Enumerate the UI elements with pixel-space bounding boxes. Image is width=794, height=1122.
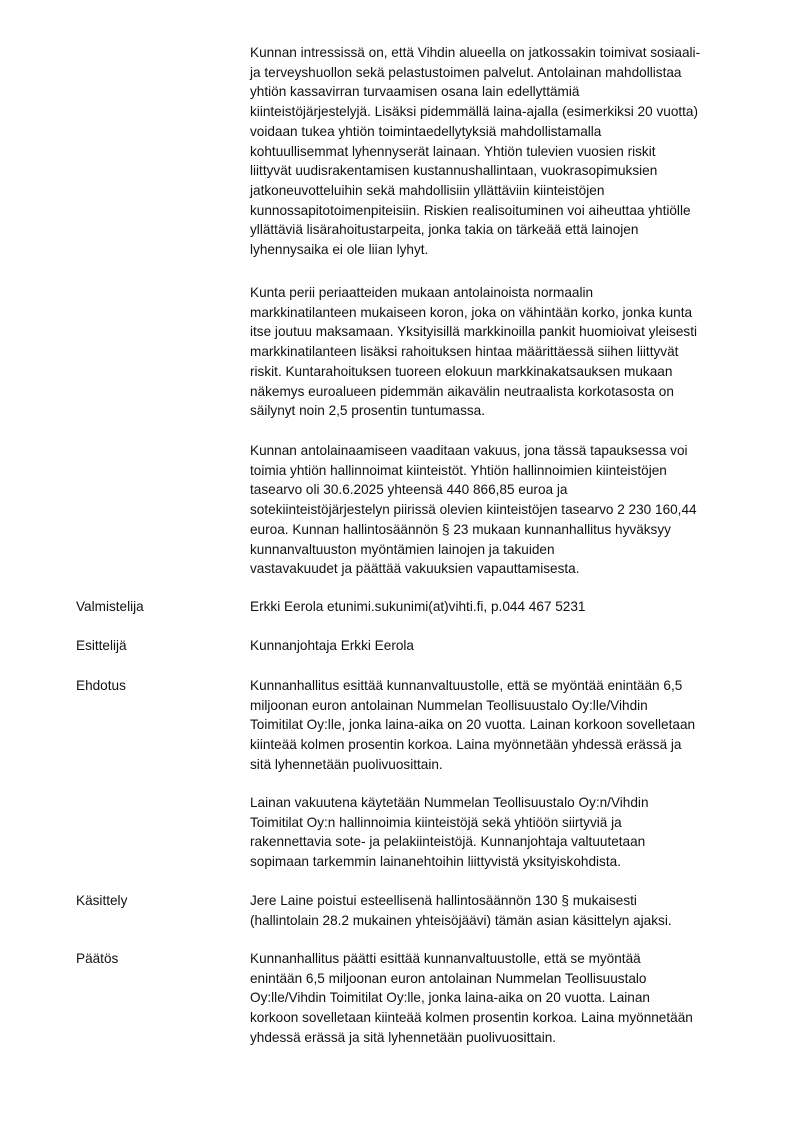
text-line: sopimaan tarkemmin lainanehtoihin liittyvistä yksityiskohdista. [250,854,621,870]
text-line: yhtiön kassavirran turvaamisen osana lain edellyttämiä [250,84,580,100]
text-line: Oy:lle/Vihdin Toimitilat Oy:lle, jonka laina-aika on 20 vuotta. Lainan [250,990,650,1006]
valmistelija-label: Valmistelija [76,599,144,614]
ehdotus-paragraph-1 [250,676,750,775]
text-line: ja terveyshuollon sekä pelastustoimen palvelut. Antolainan mahdollistaa [250,64,682,80]
text-line: korkoon sovelletaan kiinteää kolmen prosentin korkoa. Laina myönnetään [250,1010,693,1026]
text-line: toimia yhtiön hallinnoimat kiinteistöt. Yhtiön hallinnoimien kiinteistöjen [250,462,667,478]
text-line: euroa. Kunnan hallintosäännön § 23 mukaan kunnanhallitus hyväksyy [250,521,671,537]
text-line: rakennettavia sote- ja pelakiinteistöjä. Kunnanjohtaja valtuutetaan [250,834,646,850]
valmistelija-text [250,597,750,617]
text-line: markkinatilanteen lisäksi rahoituksen hintaa määrittäessä siihen liittyvät [250,344,679,360]
text-line: jatkoneuvotteluihin sekä mahdollisiin yllättäviin kiinteistöjen [250,182,605,198]
text-line: voidaan tukea yhtiön toimintaedellytyksiä mahdollistamalla [250,123,602,139]
intro-paragraph-1 [250,43,750,260]
intro-paragraph-2 [250,283,750,421]
text-line: Kunnanhallitus esittää kunnanvaltuustolle, että se myöntää enintään 6,5 [250,678,683,693]
text-line: Lainan vakuutena käytetään Nummelan Teollisuustalo Oy:n/Vihdin [250,795,649,810]
text-line: sotekiinteistöjärjestelyn piirissä olevien kiinteistöjen tasearvo 2 230 160,44 [250,502,697,518]
kasittely-text [250,891,750,930]
text-line: yllättäviä lisärahoitustarpeita, jonka takia on tärkeää että lainojen [250,222,639,238]
text-line: Kunnan intressissä on, että Vihdin alueella on jatkossakin toimivat sosiaali- [250,45,701,60]
text-line: Toimitilat Oy:lle, jonka laina-aika on 20 vuotta. Lainan korkoon sovelletaan [250,717,696,733]
text-line: tasearvo oli 30.6.2025 yhteensä 440 866,85 euroa ja [250,482,568,498]
text-line: Kunnanjohtaja Erkki Eerola [250,638,414,653]
text-line: kohtuullisemmat lyhennyserät lainaan. Yhtiön tulevien vuosien riskit [250,143,656,159]
text-line: kunnossapitotoimenpiteisiin. Riskien realisoituminen voi aiheuttaa yhtiölle [250,202,691,218]
text-line: kunnanvaltuuston myöntämien lainojen ja takuiden [250,541,555,557]
text-line: Kunnanhallitus päätti esittää kunnanvaltuustolle, että se myöntää [250,951,641,966]
text-line: riskit. Kuntarahoituksen tuoreen elokuun markkinakatsauksen mukaan [250,363,673,379]
esittelija-label: Esittelijä [76,638,127,653]
text-line: enintään 6,5 miljoonan euron antolainan Nummelan Teollisuustalo [250,970,647,986]
text-line: Toimitilat Oy:n hallinnoimia kiinteistöjä sekä yhtiöön siirtyviä ja [250,814,622,830]
text-line: Erkki Eerola etunimi.sukunimi(at)vihti.fi, p.044 467 5231 [250,599,586,614]
text-line: (hallintolain 28.2 mukainen yhteisöjäävi) tämän asian käsittelyn ajaksi. [250,912,672,928]
ehdotus-label: Ehdotus [76,678,126,693]
text-line: markkinatilanteen mukaiseen koron, joka on vähintään korko, jonka kunta [250,304,693,320]
esittelija-text [250,636,750,656]
intro-paragraph-3 [250,441,750,579]
paatos-text [250,949,750,1048]
text-line: Jere Laine poistui esteellisenä hallintosäännön 130 § mukaisesti [250,893,637,908]
text-line: sitä lyhennetään puolivuosittain. [250,756,443,772]
text-line: vastavakuudet ja päättää vakuuksien vapauttamisesta. [250,561,580,577]
text-line: itse joutuu maksamaan. Yksityisillä markkinoilla pankit huomioivat yleisesti [250,324,698,340]
text-line: miljoonan euron antolainan Nummelan Teollisuustalo Oy:lle/Vihdin [250,697,648,713]
paatos-label: Päätös [76,951,119,966]
text-line: Kunnan antolainaamiseen vaaditaan vakuus, jona tässä tapauksessa voi [250,443,688,458]
text-line: kiinteää kolmen prosentin korkoa. Laina myönnetään yhdessä erässä ja [250,737,682,753]
text-line: Kunta perii periaatteiden mukaan antolainoista normaalin [250,285,594,300]
ehdotus-paragraph-2 [250,793,750,872]
text-line: kiinteistöjärjestelyjä. Lisäksi pidemmällä laina-ajalla (esimerkiksi 20 vuotta) [250,104,699,120]
text-line: liittyvät uudisrakentamisen kustannushallintaan, vuokrasopimuksien [250,163,658,179]
text-line: näkemys euroalueen pidemmän aikavälin neutraalista korkotasosta on [250,383,674,399]
text-line: yhdessä erässä ja sitä lyhennetään puolivuosittain. [250,1029,557,1045]
kasittely-label: Käsittely [76,893,128,908]
text-line: säilynyt noin 2,5 prosentin tuntumassa. [250,403,486,419]
text-line: lyhennysaika ei ole liian lyhyt. [250,242,429,258]
